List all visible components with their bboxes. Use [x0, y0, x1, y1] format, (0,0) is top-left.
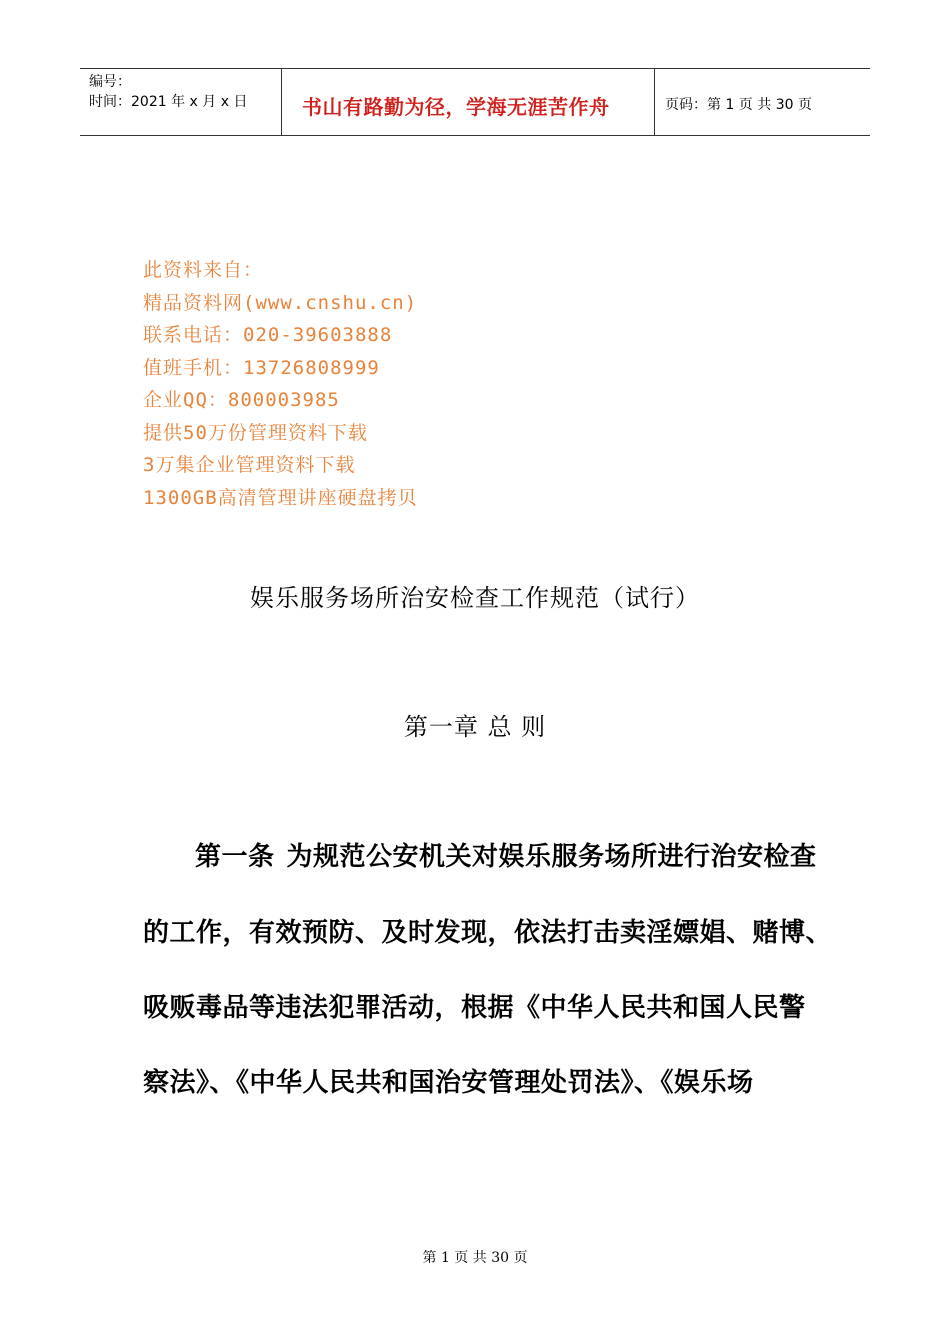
article-label: 第一条 — [195, 842, 275, 872]
time-label: 时间：2021 年 x 月 x 日 — [89, 94, 248, 110]
source-advertisement — [143, 254, 418, 514]
document-title: 娱乐服务场所治安检查工作规范（试行） — [250, 584, 700, 612]
ad-line-offer-2: 3万集企业管理资料下载 — [143, 454, 356, 476]
header-table — [80, 68, 870, 136]
header-meta-cell — [80, 69, 282, 135]
ad-line-qq: 企业QQ：800003985 — [143, 389, 340, 411]
chapter-title: 第一章 总 则 — [403, 713, 547, 741]
paragraph-line-3: 吸贩毒品等违法犯罪活动，根据《中华人民共和国人民警 — [143, 993, 806, 1023]
ad-line-mobile: 值班手机：13726808999 — [143, 356, 380, 379]
ad-line-offer-1: 提供50万份管理资料下载 — [143, 421, 368, 444]
ad-line-source: 此资料来自： — [143, 259, 264, 281]
header-page-cell — [655, 69, 870, 135]
paragraph-line-1 — [195, 836, 817, 873]
page-info: 页码：第 1 页 共 30 页 — [665, 97, 812, 113]
header-motto-cell — [282, 69, 655, 135]
ad-line-phone: 联系电话：020-39603888 — [143, 324, 393, 346]
paragraph-line-1-text: 为规范公安机关对娱乐服务场所进行治安检查 — [286, 842, 817, 872]
paragraph-line-2: 的工作，有效预防、及时发现，依法打击卖淫嫖娼、赌博、 — [143, 918, 833, 948]
serial-label: 编号： — [89, 74, 131, 90]
ad-line-website: 精品资料网(www.cnshu.cn) — [143, 291, 418, 314]
motto-text: 书山有路勤为径，学海无涯苦作舟 — [302, 95, 610, 119]
paragraph-line-4: 察法》、《中华人民共和国治安管理处罚法》、《娱乐场 — [143, 1068, 754, 1098]
ad-line-offer-3: 1300GB高清管理讲座硬盘拷贝 — [143, 486, 418, 509]
page-footer: 第 1 页 共 30 页 — [422, 1250, 528, 1266]
